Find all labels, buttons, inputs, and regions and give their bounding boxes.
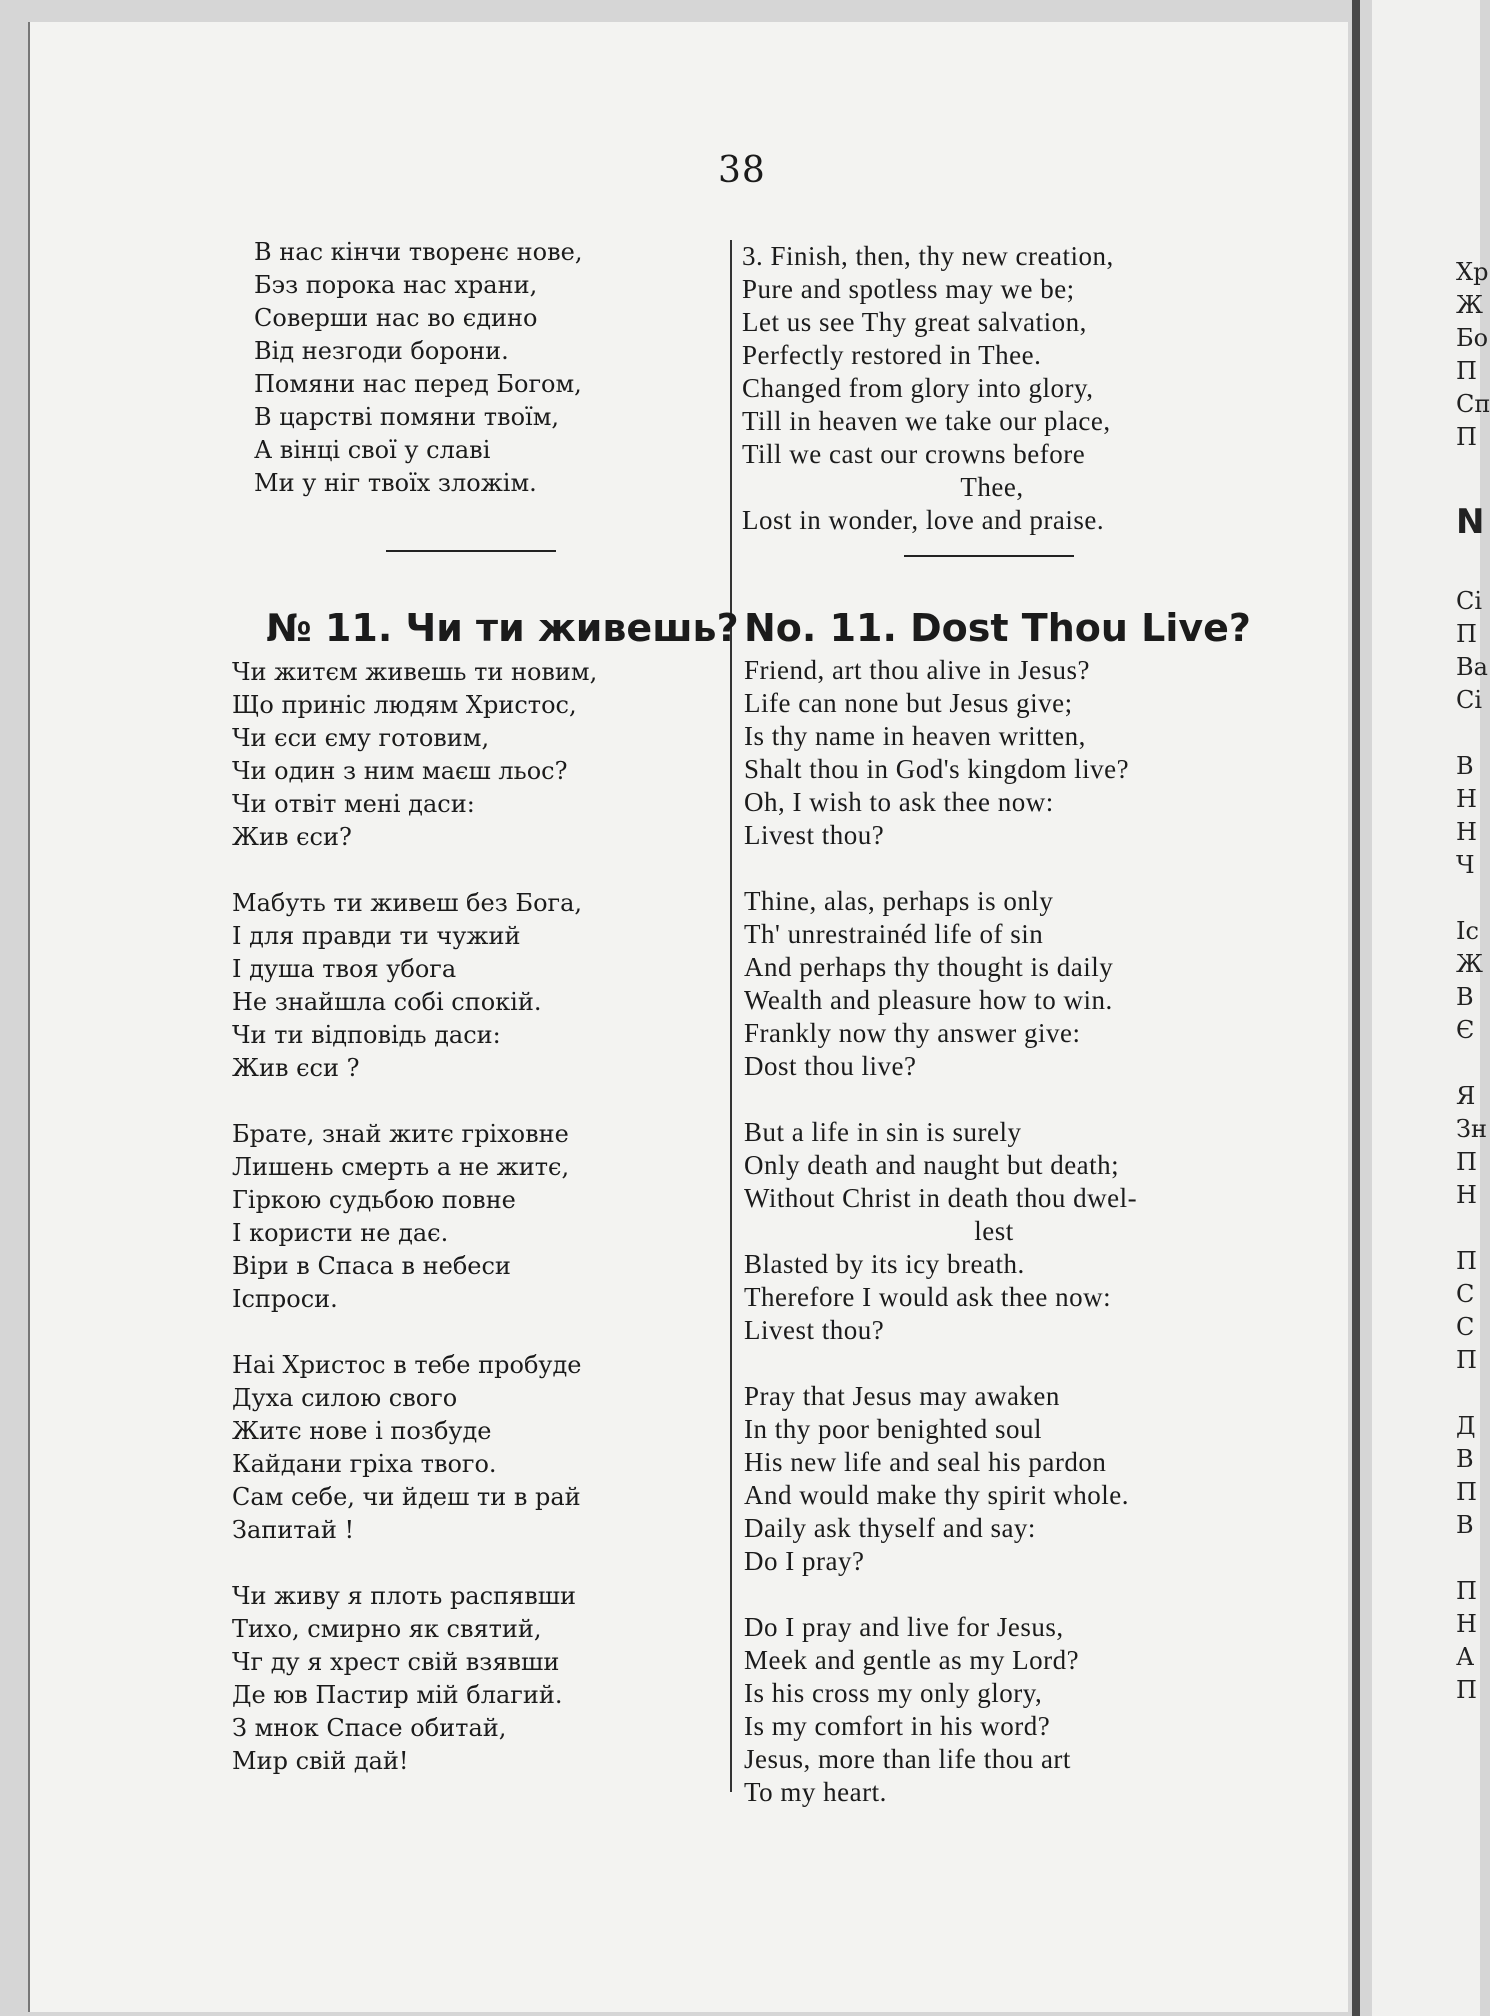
fragment-line: Іс (1456, 917, 1479, 945)
fragment-line: В (1456, 1511, 1474, 1539)
verse-line: Віри в Спаса в небеси (232, 1252, 511, 1280)
verse-line: Livest thou? (744, 820, 885, 850)
fragment-line: Я (1456, 1082, 1476, 1110)
verse-line: Only death and naught but death; (744, 1150, 1120, 1180)
verse-line: Жив єси? (232, 823, 352, 851)
verse-line: Не знайшла собі спокій. (232, 988, 542, 1016)
verse-line: lest (974, 1216, 1014, 1246)
stanza (744, 1380, 1244, 1578)
verse-line: Житє нове і позбуде (232, 1417, 492, 1445)
fragment-line: Сп (1456, 390, 1490, 418)
verse-line: Shalt thou in God's kingdom live? (744, 754, 1130, 784)
stanza (744, 1116, 1244, 1347)
verse-line: Pure and spotless may we be; (742, 274, 1075, 304)
verse-line: Thine, alas, perhaps is only (744, 886, 1054, 916)
fragment-line: Зн (1456, 1115, 1487, 1143)
verse-line: Соверши нас во єдино (254, 304, 538, 332)
column-divider (730, 240, 732, 1792)
verse-line: Мир свій дай! (232, 1747, 409, 1775)
verse-line: Livest thou? (744, 1315, 885, 1345)
stanza (232, 656, 597, 854)
verse-line: Is my comfort in his word? (744, 1711, 1051, 1741)
stanza (232, 1118, 597, 1316)
fragment-line: П (1456, 357, 1477, 385)
verse-line: Чи один з ним маєш льос? (232, 757, 568, 785)
verse-line: Till we cast our crowns before (742, 439, 1086, 469)
verse-line: Pray that Jesus may awaken (744, 1381, 1060, 1411)
verse-line: Духа силою свого (232, 1384, 458, 1412)
verse-line: Is his cross my only glory, (744, 1678, 1043, 1708)
verse-line: Іспроси. (232, 1285, 338, 1313)
fragment-line: П (1456, 1577, 1477, 1605)
fragment-line: С (1456, 1313, 1475, 1341)
stanza (744, 654, 1244, 852)
fragment-line: Н (1456, 1181, 1477, 1209)
verse-line: Oh, I wish to ask thee now: (744, 787, 1054, 817)
verse-line: Від незгоди борони. (254, 337, 509, 365)
verse-line: Наі Христос в тебе пробуде (232, 1351, 582, 1379)
verse-line: Помяни нас перед Богом, (254, 370, 582, 398)
stanza (744, 1611, 1244, 1809)
verse-line: Брате, знай житє гріховне (232, 1120, 569, 1148)
verse-line: Запитай ! (232, 1516, 355, 1544)
verse-line: Dost thou live? (744, 1051, 917, 1081)
verse-line: Jesus, more than life thou art (744, 1744, 1071, 1774)
left-hymn-column (232, 656, 597, 1778)
stanza (744, 885, 1244, 1083)
verse-line: Мабуть ти живеш без Бога, (232, 889, 583, 917)
verse-line: Th' unrestrainéd life of sin (744, 919, 1044, 949)
verse-line: And perhaps thy thought is daily (744, 952, 1114, 982)
fragment-line: Д (1456, 1412, 1476, 1440)
fragment-line: П (1456, 423, 1477, 451)
verse-line: Do I pray and live for Jesus, (744, 1612, 1064, 1642)
section-rule-left (386, 550, 556, 552)
fragment-line: В (1456, 983, 1474, 1011)
fragment-line: Бо (1456, 324, 1489, 352)
verse-line: В царстві помяни твоїм, (254, 403, 559, 431)
verse-line: Perfectly restored in Thee. (742, 340, 1042, 370)
verse-line: Lost in wonder, love and praise. (742, 505, 1105, 535)
verse-line: Therefore I would ask thee now: (744, 1282, 1112, 1312)
fragment-line: А (1456, 1643, 1475, 1671)
verse-line: Blasted by its icy breath. (744, 1249, 1025, 1279)
verse-line: Do I pray? (744, 1546, 865, 1576)
verse-line: Чи житєм живешь ти новим, (232, 658, 598, 686)
fragment-line: П (1456, 1148, 1477, 1176)
book-spine (1352, 0, 1360, 2016)
stanza (232, 887, 597, 1085)
verse-line: В нас кінчи творенє нове, (254, 238, 583, 266)
hymn-heading-english: No. 11. Dost Thou Live? (744, 606, 1251, 650)
verse-line: Changed from glory into glory, (742, 373, 1094, 403)
verse-line: Де юв Пастир мій благий. (232, 1681, 563, 1709)
verse-line: To my heart. (744, 1777, 887, 1807)
fragment-line: П (1456, 1676, 1477, 1704)
fragment-line: П (1456, 1247, 1477, 1275)
verse-line: Let us see Thy great salvation, (742, 307, 1087, 337)
fragment-line: П (1456, 620, 1477, 648)
verse-line: Гіркою судьбою повне (232, 1186, 516, 1214)
fragment-line: Є (1456, 1016, 1475, 1044)
page-number: 38 (718, 150, 766, 191)
verse-line: З мнок Спасе обитай, (232, 1714, 507, 1742)
fragment-line: Ж (1456, 291, 1483, 319)
verse-line: Is thy name in heaven written, (744, 721, 1086, 751)
next-page-fragment (1456, 256, 1490, 1707)
verse-line: Till in heaven we take our place, (742, 406, 1111, 436)
fragment-line: П (1456, 1478, 1477, 1506)
verse-line: Ми у ніг твоїх зложім. (254, 469, 537, 497)
stanza (232, 1580, 597, 1778)
verse-line: In thy poor benighted soul (744, 1414, 1042, 1444)
verse-line: Without Christ in death thou dwel- (744, 1183, 1138, 1213)
hymn-heading-ukrainian: № 11. Чи ти живешь? (266, 606, 739, 650)
verse-line: Що приніс людям Христос, (232, 691, 577, 719)
fragment-line: Хр (1456, 258, 1489, 286)
verse-line: І для правди ти чужий (232, 922, 521, 950)
verse-line: Wealth and pleasure how to win. (744, 985, 1113, 1015)
verse-line: Тихо, смирно як святий, (232, 1615, 542, 1643)
verse-line: And would make thy spirit whole. (744, 1480, 1129, 1510)
fragment-line: Ж (1456, 950, 1483, 978)
verse-line: Бэз порока нас храни, (254, 271, 538, 299)
fragment-line: В (1456, 752, 1474, 780)
fragment-line: Н (1456, 1610, 1477, 1638)
fragment-line: N (1456, 502, 1485, 542)
fragment-line: Ч (1456, 851, 1475, 879)
verse-line: Сам себе, чи йдеш ти в рай (232, 1483, 581, 1511)
verse-line: 3. Finish, then, thy new creation, (742, 241, 1114, 271)
verse-line: І користи не дає. (232, 1219, 449, 1247)
fragment-line: Н (1456, 818, 1477, 846)
verse-line: Чг ду я хрест свій взявши (232, 1648, 560, 1676)
fragment-line: П (1456, 1346, 1477, 1374)
right-hymn-column (744, 654, 1244, 1809)
verse-line: Жив єси ? (232, 1054, 360, 1082)
verse-line: Чи отвіт мені даси: (232, 790, 475, 818)
fragment-line: В (1456, 1445, 1474, 1473)
fragment-line: Ва (1456, 653, 1488, 681)
fragment-line: Сі (1456, 587, 1483, 615)
verse-line: Frankly now thy answer give: (744, 1018, 1081, 1048)
verse-line: Лишень смерть а не житє, (232, 1153, 570, 1181)
section-rule-right (904, 555, 1074, 557)
verse-line: І душа твоя убога (232, 955, 457, 983)
verse-line: Meek and gentle as my Lord? (744, 1645, 1080, 1675)
verse-line: Чи ти відповідь даси: (232, 1021, 501, 1049)
fragment-line: Сі (1456, 686, 1483, 714)
verse-line: His new life and seal his pardon (744, 1447, 1107, 1477)
verse-line: Life can none but Jesus give; (744, 688, 1073, 718)
verse-line: А вінці свої у славі (254, 436, 491, 464)
verse-line: Чи єси єму готовим, (232, 724, 490, 752)
verse-line: Thee, (960, 472, 1024, 502)
fragment-line: Н (1456, 785, 1477, 813)
top-right-stanza (742, 240, 1242, 537)
verse-line: Friend, art thou alive in Jesus? (744, 655, 1090, 685)
verse-line: Кайдани гріха твого. (232, 1450, 497, 1478)
fragment-line: С (1456, 1280, 1475, 1308)
verse-line: Чи живу я плоть распявши (232, 1582, 577, 1610)
stanza (232, 1349, 597, 1547)
top-left-stanza (254, 236, 582, 500)
verse-line: Daily ask thyself and say: (744, 1513, 1036, 1543)
verse-line: But a life in sin is surely (744, 1117, 1022, 1147)
